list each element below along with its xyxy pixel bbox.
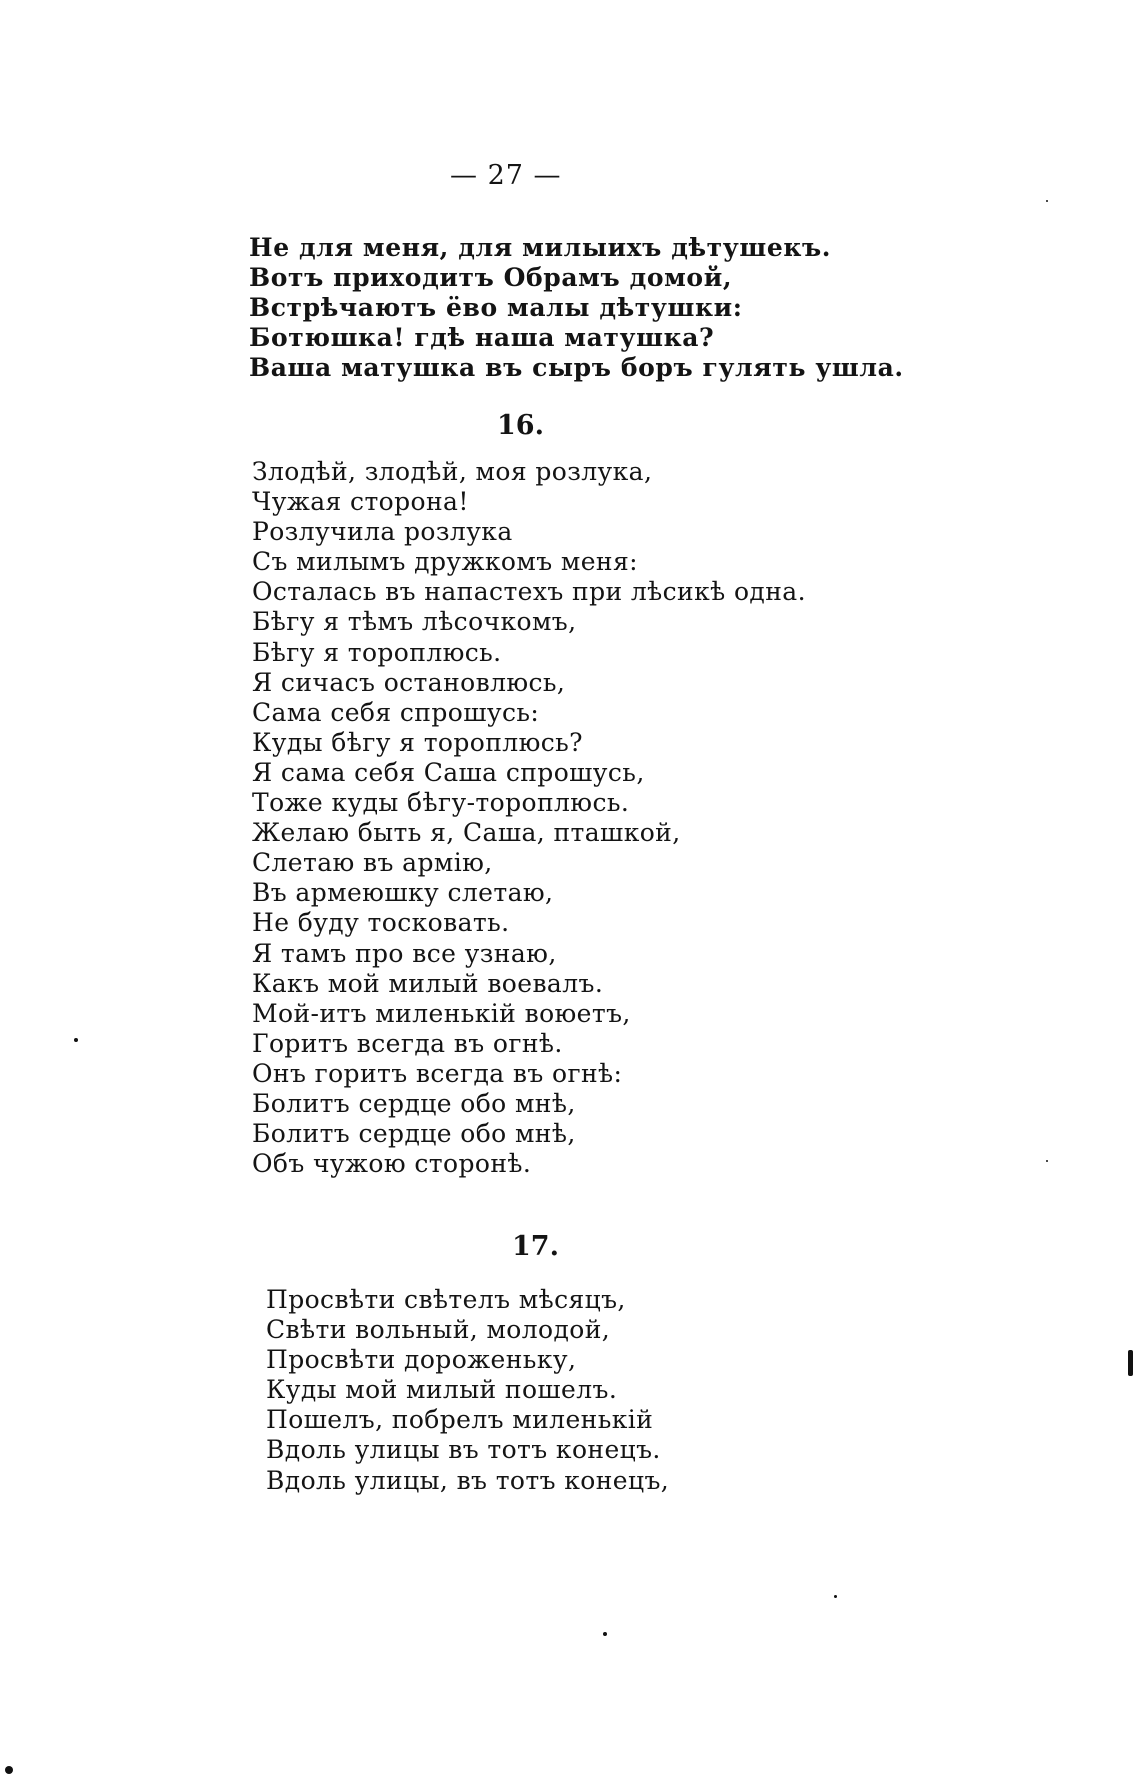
verse-line: Тоже куды бѣгу-тороплюсь. xyxy=(252,788,630,818)
verse-line: Куды мой милый пошелъ. xyxy=(266,1375,618,1405)
verse-line: Встрѣчаютъ ёво малы дѣтушки: xyxy=(249,293,743,323)
verse-line: Въ армеюшку слетаю, xyxy=(252,878,554,908)
verse-line: Болитъ сердце обо мнѣ, xyxy=(252,1088,576,1118)
verse-line: Вдоль улицы, въ тотъ конецъ, xyxy=(266,1465,670,1495)
scan-speck xyxy=(5,1766,13,1774)
verse-line: Сама себя спрошусь: xyxy=(252,697,540,727)
verse-line: Горитъ всегда въ огнѣ. xyxy=(252,1028,563,1058)
verse-line: Ваша матушка въ сыръ боръ гулять ушла. xyxy=(249,353,904,383)
verse-line: Я сичасъ остановлюсь, xyxy=(252,667,566,697)
verse-line: Онъ горитъ всегда въ огнѣ: xyxy=(252,1058,623,1088)
scan-speck xyxy=(1128,1350,1133,1376)
song-17-text xyxy=(266,1285,669,1496)
verse-line: Пошелъ, побрелъ миленькій xyxy=(266,1405,654,1435)
verse-line: Я тамъ про все узнаю, xyxy=(252,938,557,968)
section-number-17: 17. xyxy=(512,1231,559,1262)
verse-line: Слетаю въ армію, xyxy=(252,848,493,878)
verse-line: Куды бѣгу я тороплюсь? xyxy=(252,727,583,757)
scan-speck xyxy=(74,1038,78,1042)
scan-speck xyxy=(1046,200,1048,202)
song-16-text xyxy=(252,457,806,1179)
scan-speck xyxy=(603,1632,607,1636)
stanza-continued xyxy=(249,233,904,383)
verse-line: Бѣгу я тороплюсь. xyxy=(252,637,502,667)
verse-line: Вотъ приходитъ Обрамъ домой, xyxy=(249,263,733,293)
verse-line: Я сама себя Саша спрошусь, xyxy=(252,757,645,787)
verse-line: Объ чужою сторонѣ. xyxy=(252,1149,532,1179)
verse-line: Не буду тосковать. xyxy=(252,908,510,938)
verse-line: Вдоль улицы въ тотъ конецъ. xyxy=(266,1435,661,1465)
verse-line: Просвѣти свѣтелъ мѣсяцъ, xyxy=(266,1285,626,1314)
verse-line: Просвѣти дороженьку, xyxy=(266,1345,577,1375)
page-number: — 27 — xyxy=(450,160,562,191)
verse-line: Осталась въ напастехъ при лѣсикѣ одна. xyxy=(252,577,806,607)
verse-line: Желаю быть я, Саша, пташкой, xyxy=(252,818,681,848)
scan-speck xyxy=(834,1595,837,1598)
verse-line: Злодѣй, злодѣй, моя розлука, xyxy=(252,457,653,486)
verse-line: Чужая сторона! xyxy=(252,487,469,517)
verse-line: Съ милымъ дружкомъ меня: xyxy=(252,547,638,577)
verse-line: Какъ мой милый воевалъ. xyxy=(252,968,604,998)
verse-line: Ботюшка! гдѣ наша матушка? xyxy=(249,323,715,353)
verse-line: Розлучила розлука xyxy=(252,517,513,547)
verse-line: Бѣгу я тѣмъ лѣсочкомъ, xyxy=(252,607,577,637)
verse-line: Свѣти вольный, молодой, xyxy=(266,1315,611,1345)
scan-speck xyxy=(1046,1160,1048,1162)
verse-line: Не для меня, для милыихъ дѣтушекъ. xyxy=(249,233,832,262)
section-number-16: 16. xyxy=(497,410,544,441)
verse-line: Мой-итъ миленькій воюетъ, xyxy=(252,998,631,1028)
verse-line: Болитъ сердце обо мнѣ, xyxy=(252,1119,576,1149)
